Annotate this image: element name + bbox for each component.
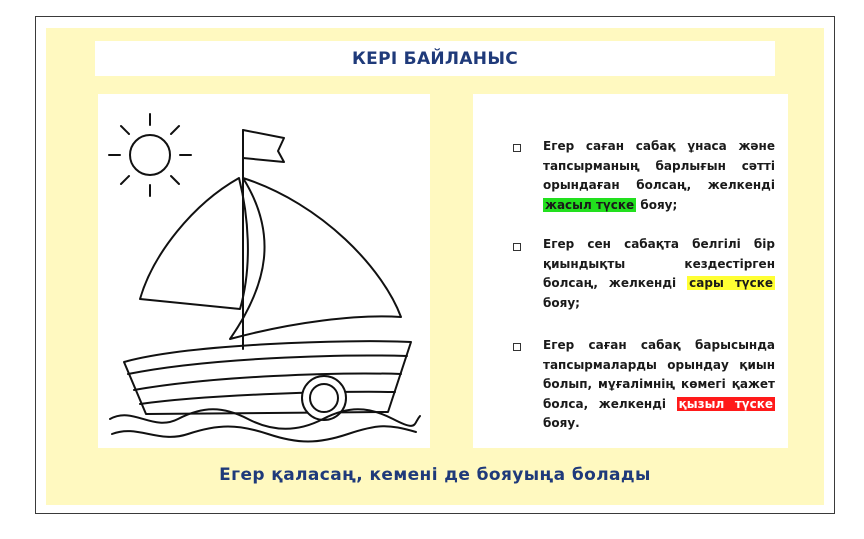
sun-icon: [109, 114, 191, 196]
instruction-item-green: [543, 137, 775, 215]
boat-illustration: [98, 94, 430, 448]
instruction-text-end: бояу;: [640, 197, 678, 212]
checkbox-icon: [513, 144, 521, 152]
instruction-item-yellow: [543, 235, 775, 313]
highlight-yellow: сары түске: [689, 276, 773, 290]
instruction-text: Егер саған сабақ барысында тапсырмаларды орындау қиын болып, мұғалімнің көмегі қажет болса, желкенді: [543, 338, 775, 411]
highlight-red: қызыл түске: [678, 396, 773, 411]
instruction-text-end: бояу;: [543, 295, 580, 310]
title-bar: [95, 41, 775, 76]
slide: [35, 16, 835, 514]
checkbox-icon: [513, 243, 521, 251]
footer-text: Егер қаласаң, кемені де бояуыңа болады: [219, 465, 651, 485]
instruction-text: Егер сен сабақта белгілі бір қиындықты кездестірген болсаң, желкенді: [543, 237, 775, 290]
instruction-text-end: бояу.: [543, 416, 580, 430]
highlight-green: жасыл түске: [545, 197, 635, 212]
slide-panel: [46, 28, 824, 505]
instructions-box: [473, 94, 788, 448]
sailboat-icon: [98, 94, 430, 448]
instruction-item-red: [543, 336, 775, 434]
instruction-text: Егер саған сабақ ұнаса және тапсырманың барлығын сәтті орындаған болсаң, желкенді: [543, 139, 775, 192]
checkbox-icon: [513, 343, 521, 351]
page-title: КЕРІ БАЙЛАНЫС: [351, 48, 519, 69]
